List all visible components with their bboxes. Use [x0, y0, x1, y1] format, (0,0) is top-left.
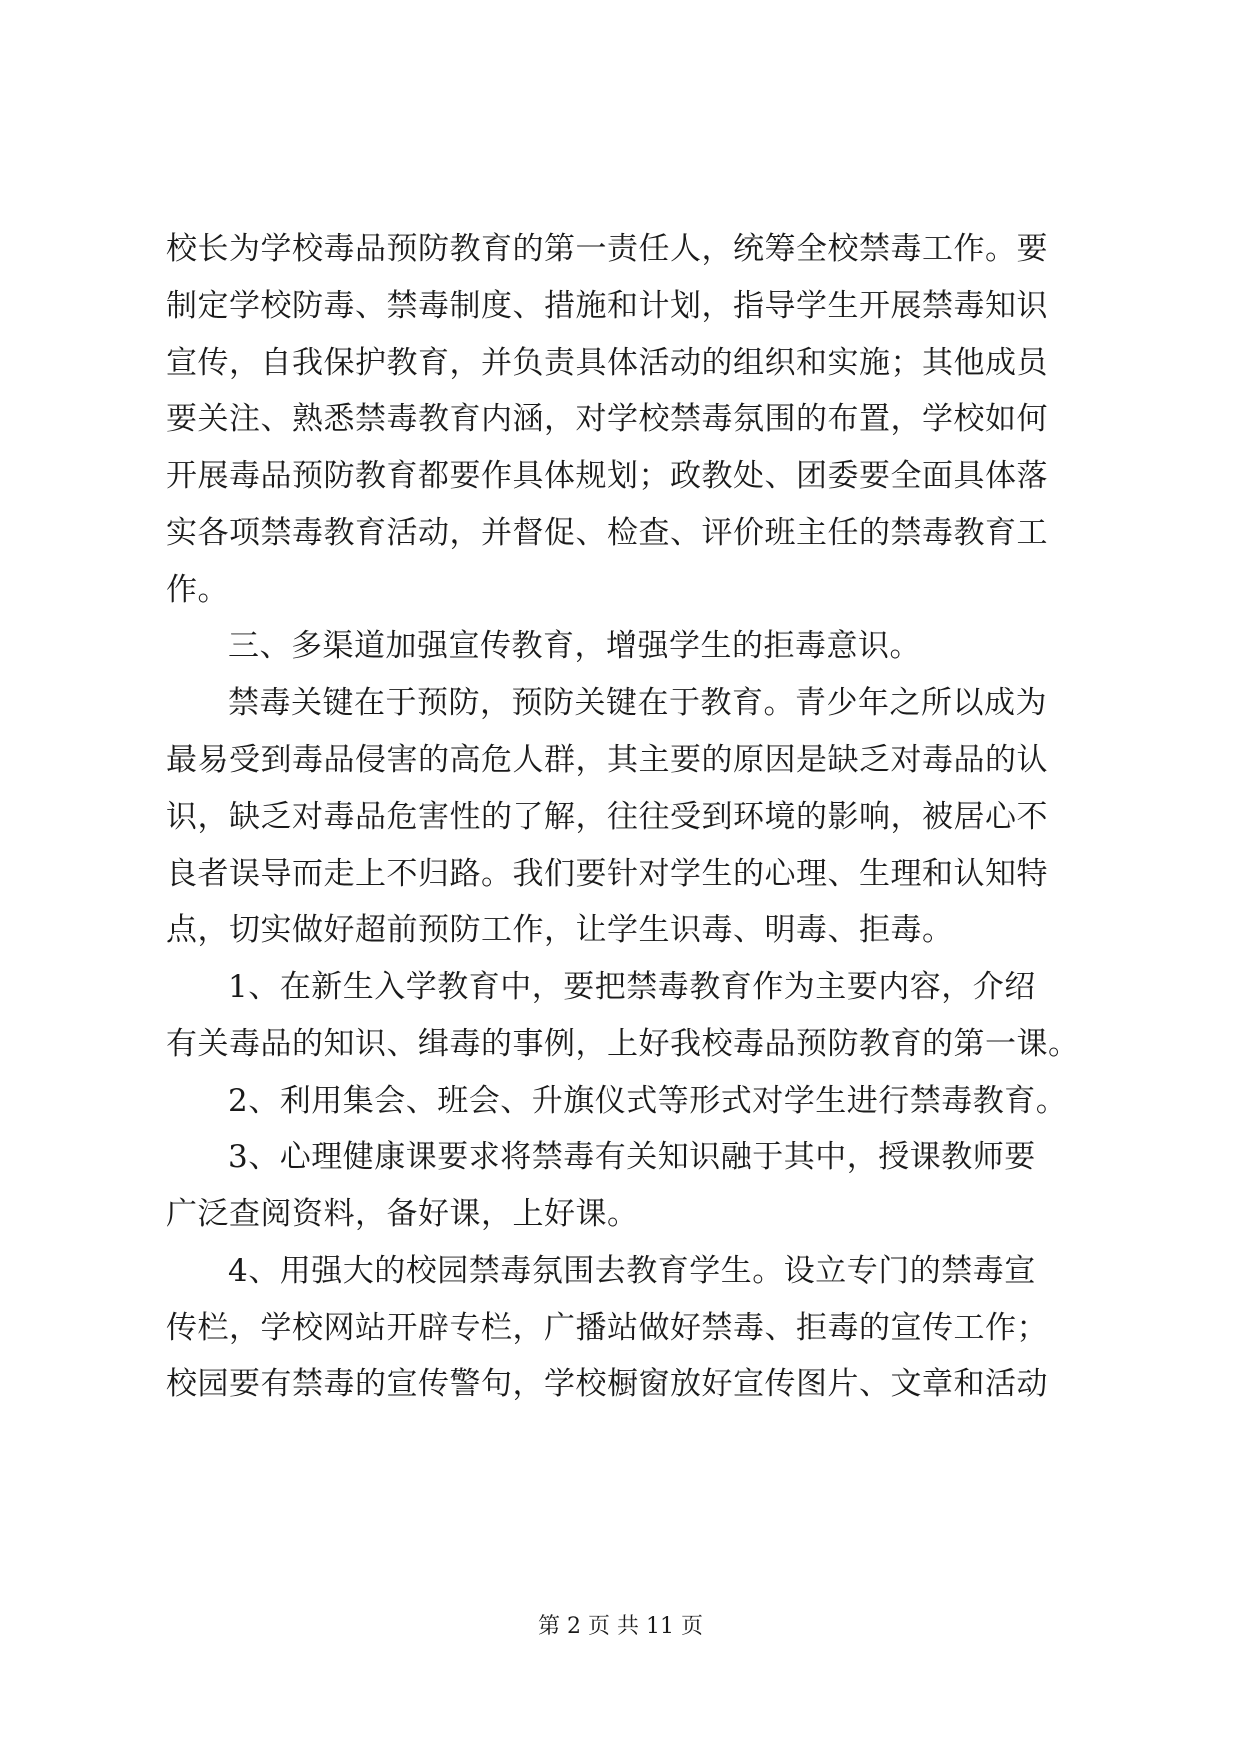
text-line: 校长为学校毒品预防教育的第一责任人，统筹全校禁毒工作。要: [166, 231, 1048, 267]
text-line: 最易受到毒品侵害的高危人群，其主要的原因是缺乏对毒品的认: [166, 742, 1048, 778]
text-line: 良者误导而走上不归路。我们要针对学生的心理、生理和认知特: [166, 856, 1048, 892]
text-line: 宣传，自我保护教育，并负责具体活动的组织和实施；其他成员: [166, 345, 1048, 381]
section-heading: 三、多渠道加强宣传教育，增强学生的拒毒意识。: [228, 628, 921, 664]
text-line: 有关毒品的知识、缉毒的事例，上好我校毒品预防教育的第一课。: [166, 1026, 1080, 1062]
text-line: 传栏，学校网站开辟专栏，广播站做好禁毒、拒毒的宣传工作；: [166, 1310, 1048, 1346]
list-item: 2、利用集会、班会、升旗仪式等形式对学生进行禁毒教育。: [228, 1083, 1068, 1119]
list-item: 3、心理健康课要求将禁毒有关知识融于其中，授课教师要: [228, 1139, 1036, 1175]
page-footer: 第 2 页 共 11 页: [538, 1614, 703, 1639]
text-line: 广泛查阅资料，备好课，上好课。: [166, 1196, 639, 1232]
text-line: 识，缺乏对毒品危害性的了解，往往受到环境的影响，被居心不: [166, 799, 1048, 835]
list-item: 4、用强大的校园禁毒氛围去教育学生。设立专门的禁毒宣: [228, 1253, 1036, 1289]
text-line: 校园要有禁毒的宣传警句，学校橱窗放好宣传图片、文章和活动: [166, 1366, 1048, 1402]
text-line: 要关注、熟悉禁毒教育内涵，对学校禁毒氛围的布置，学校如何: [166, 401, 1048, 437]
text-line: 禁毒关键在于预防，预防关键在于教育。青少年之所以成为: [228, 685, 1047, 721]
text-line: 制定学校防毒、禁毒制度、措施和计划，指导学生开展禁毒知识: [166, 288, 1048, 324]
text-line: 开展毒品预防教育都要作具体规划；政教处、团委要全面具体落: [166, 458, 1048, 494]
text-line: 点，切实做好超前预防工作，让学生识毒、明毒、拒毒。: [166, 912, 954, 948]
text-line: 作。: [166, 572, 229, 608]
text-line: 实各项禁毒教育活动，并督促、检查、评价班主任的禁毒教育工: [166, 515, 1048, 551]
list-item: 1、在新生入学教育中，要把禁毒教育作为主要内容，介绍: [228, 969, 1036, 1005]
